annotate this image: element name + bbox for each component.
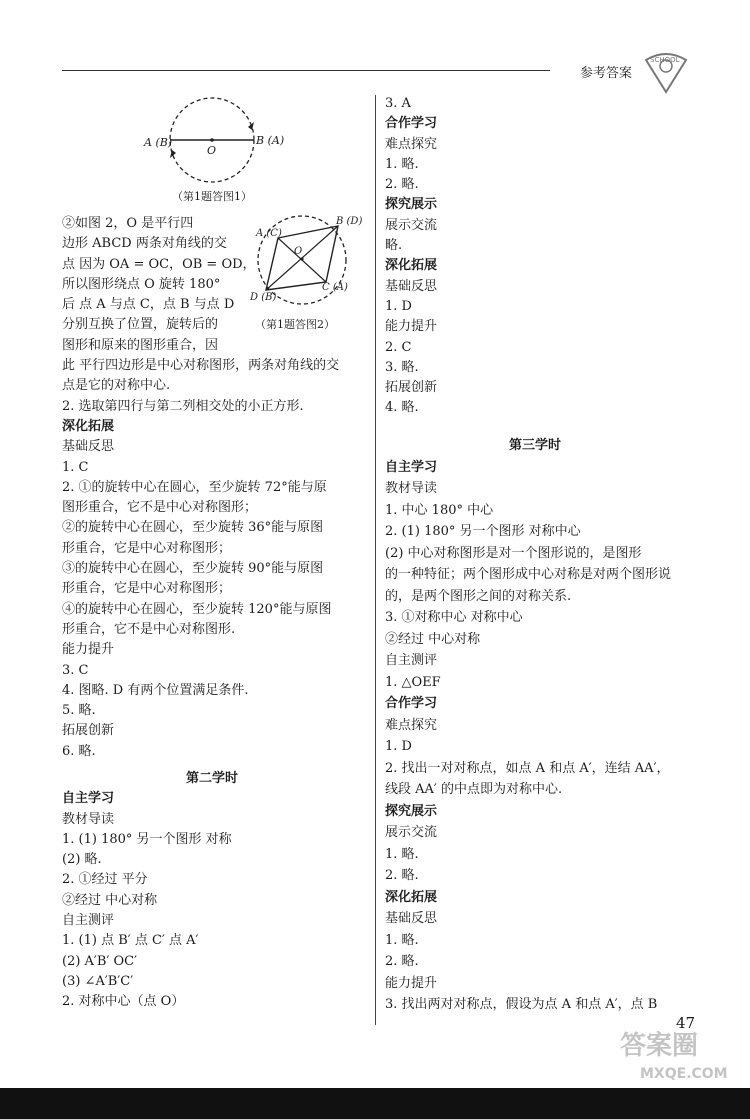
text-row [62, 682, 362, 702]
text-row [62, 337, 362, 357]
right-column-part2 [385, 437, 685, 1018]
text-row [62, 256, 362, 276]
answer-line: 2. 找出一对对称点，如点 A 和点 A′，连结 AA′， [385, 760, 670, 776]
answer-line: 能力提升 [385, 975, 438, 991]
text-row [62, 892, 362, 912]
text-row [385, 760, 685, 782]
text-row [385, 278, 685, 298]
answer-line: 自主测评 [385, 653, 438, 668]
text-row [62, 580, 362, 600]
watermark-logo [610, 1020, 750, 1090]
answer-line: 难点探究 [385, 717, 438, 733]
text-row [62, 973, 362, 993]
figure1-caption: （第1题答图1） [172, 190, 252, 203]
fig2-label-c: C (A) [322, 282, 348, 293]
text-row [62, 235, 362, 255]
watermark-bottom: MXQE.COM [640, 1066, 728, 1082]
answer-line: 图形和原来的图形重合，因 [62, 337, 219, 353]
answer-line: 拓展创新 [385, 380, 438, 396]
text-row [385, 257, 685, 277]
answer-line: 形重合，它是中心对称图形； [62, 581, 232, 597]
logo-text: SCHOOL [650, 56, 680, 64]
fig1-center-label: O [207, 144, 217, 157]
text-row [62, 953, 362, 973]
text-row [62, 790, 362, 810]
text-row [62, 621, 362, 641]
text-row [62, 357, 362, 377]
section-heading: 自主学习 [385, 459, 438, 475]
text-row [385, 652, 685, 674]
answer-line: 1. △OEF [385, 674, 441, 690]
text-row [62, 993, 362, 1013]
text-row [385, 975, 685, 997]
column-divider [375, 95, 376, 1025]
text-row [385, 910, 685, 932]
text-row [385, 459, 685, 481]
text-row [62, 831, 362, 851]
right-column-part1 [385, 95, 685, 420]
answer-line: 1. 略. [385, 932, 419, 948]
figure1-circle-diagram [144, 92, 290, 184]
answer-line: 点 因为 OA = OC，OB = OD， [62, 256, 256, 272]
text-row [385, 237, 685, 257]
text-row [385, 379, 685, 399]
text-row [62, 811, 362, 831]
answer-line: 基础反思 [385, 278, 438, 294]
text-row [385, 717, 685, 739]
text-row [62, 770, 362, 790]
text-row [385, 867, 685, 889]
answer-line: 1. D [385, 298, 412, 314]
text-row [62, 377, 362, 397]
section-heading: 深化拓展 [385, 258, 438, 274]
text-row [62, 499, 362, 519]
answer-line: ②经过 中心对称 [385, 631, 481, 647]
text-row [62, 459, 362, 479]
text-row [385, 156, 685, 176]
text-row [385, 781, 685, 803]
answer-line: 3. 略. [385, 359, 419, 375]
text-row [62, 912, 362, 932]
text-row [62, 438, 362, 458]
answer-line: 此 平行四边形是中心对称图形，两条对角线的交 [62, 358, 340, 374]
answer-line: 点是它的对称中心. [62, 378, 171, 394]
answer-line: 教材导读 [385, 481, 438, 496]
fig1-right-label: B (A) [256, 134, 285, 147]
section-heading: 第二学时 [185, 771, 238, 786]
answer-line: 1. 中心 180° 中心 [385, 502, 494, 518]
text-row [62, 479, 362, 499]
left-column-part2 [62, 770, 362, 1014]
answer-line: 展示交流 [385, 217, 438, 233]
answer-line: 2. (1) 180° 另一个图形 对称中心 [385, 524, 581, 539]
text-row [385, 437, 685, 459]
section-heading: 深化拓展 [385, 889, 438, 905]
text-row [62, 743, 362, 763]
section-heading: 合作学习 [385, 696, 438, 711]
section-heading: 探究展示 [385, 803, 438, 819]
section-heading: 合作学习 [385, 116, 438, 132]
answer-line: ②的旋转中心在圆心，至少旋转 36°能与原图 [62, 520, 324, 536]
answer-line: ②经过 中心对称 [62, 892, 158, 908]
answer-line: (2) A′B′ OC′ [62, 953, 138, 969]
answer-line: 2. ①经过 平分 [62, 872, 148, 888]
answer-line: ③的旋转中心在圆心，至少旋转 90°能与原图 [62, 561, 324, 577]
text-row [385, 480, 685, 502]
figure2-caption: （第1题答图2） [255, 318, 335, 331]
answer-line: 教材导读 [62, 811, 115, 827]
answer-line: 2. 略. [385, 177, 419, 193]
answer-line: 难点探究 [385, 136, 438, 152]
text-row [385, 803, 685, 825]
fig2-label-a: A (C) [256, 228, 282, 239]
answer-line: 形重合，它不是中心对称图形. [62, 621, 236, 637]
text-row [385, 502, 685, 524]
answer-line: 基础反思 [62, 439, 115, 455]
answer-line: 1. 略. [385, 156, 419, 172]
text-row [62, 641, 362, 661]
text-row [385, 95, 685, 115]
text-row [385, 631, 685, 653]
answer-line: 5. 略. [62, 703, 96, 719]
answer-line: 形重合，它是中心对称图形； [62, 540, 232, 556]
answer-line: 3. C [62, 662, 89, 678]
answer-line: ④的旋转中心在圆心，至少旋转 120°能与原图 [62, 601, 332, 617]
text-row [385, 545, 685, 567]
text-row [385, 674, 685, 696]
text-row [62, 702, 362, 722]
text-row [385, 588, 685, 610]
answer-line: 略. [385, 238, 403, 254]
text-row [385, 846, 685, 868]
answer-line: 能力提升 [385, 319, 438, 335]
text-row [385, 889, 685, 911]
text-row [62, 276, 362, 296]
answer-line: 拓展创新 [62, 723, 115, 739]
answer-line: 2. ①的旋转中心在圆心，至少旋转 72°能与原 [62, 479, 327, 495]
text-row [62, 215, 362, 235]
text-row [385, 115, 685, 135]
text-row [62, 540, 362, 560]
answer-line: 的一种特征；两个图形成中心对称是对两个图形说 [385, 567, 672, 582]
text-row [385, 136, 685, 156]
answer-line: (2) 中心对称图形是对一个图形说的，是图形 [385, 545, 642, 561]
text-row [62, 398, 362, 418]
answer-line: 2. C [385, 339, 412, 355]
text-row [385, 566, 685, 588]
text-row [62, 871, 362, 891]
answer-line: 后 点 A 与点 C，点 B 与点 D [62, 297, 235, 313]
page-number: 47 [676, 1014, 696, 1032]
left-column-part1 [62, 215, 362, 763]
answer-line: 2. 略. [385, 868, 419, 883]
text-row [385, 695, 685, 717]
text-row [62, 296, 362, 316]
answer-line: 1. (1) 180° 另一个图形 对称 [62, 831, 232, 847]
text-row [62, 418, 362, 438]
fig2-label-d: D (B) [250, 292, 277, 303]
fig2-label-o: O [294, 246, 303, 257]
text-row [385, 339, 685, 359]
answer-line: 自主测评 [62, 913, 115, 929]
answer-line: (2) 略. [62, 852, 102, 868]
answer-line: 的，是两个图形之间的对称关系. [385, 588, 572, 604]
text-row [385, 359, 685, 379]
answer-line: 1. (1) 点 B′ 点 C′ 点 A′ [62, 933, 199, 949]
answer-line: (3) ∠A′B′C′ [62, 973, 134, 989]
text-row [385, 953, 685, 975]
answer-line: 1. C [62, 459, 89, 475]
header-rule [62, 70, 550, 71]
text-row [385, 523, 685, 545]
answer-line: 2. 略. [385, 954, 419, 969]
answer-line: 4. 略. [385, 400, 419, 416]
text-row [385, 738, 685, 760]
section-heading: 深化拓展 [62, 418, 115, 434]
answer-line: 3. 找出两对对称点，假设为点 A 和点 A′，点 B [385, 997, 658, 1012]
section-heading: 探究展示 [385, 197, 438, 213]
text-row [62, 316, 362, 336]
answer-line: 所以图形绕点 O 旋转 180° [62, 276, 221, 292]
answer-line: 1. 略. [385, 846, 419, 862]
text-row [385, 932, 685, 954]
text-row [385, 824, 685, 846]
answer-line: 边形 ABCD 两条对角线的交 [62, 236, 227, 252]
text-row [62, 932, 362, 952]
text-row [62, 722, 362, 742]
answer-line: 展示交流 [385, 825, 438, 840]
text-row [385, 318, 685, 338]
answer-line: 能力提升 [62, 642, 115, 658]
text-row [62, 560, 362, 580]
answer-line: 2. 对称中心（点 O） [62, 994, 185, 1010]
text-row [385, 196, 685, 216]
text-row [385, 217, 685, 237]
school-logo-icon [640, 44, 692, 96]
text-row [62, 851, 362, 871]
text-row [385, 996, 685, 1018]
text-row [385, 609, 685, 631]
answer-line: 基础反思 [385, 911, 438, 926]
fig2-label-b: B (D) [336, 216, 363, 227]
answer-line: 2. 选取第四行与第二列相交处的小正方形. [62, 398, 304, 414]
answer-line: 6. 略. [62, 743, 96, 759]
answer-line: ②如图 2，O 是平行四 [62, 216, 194, 231]
header-title: 参考答案 [580, 66, 633, 81]
footer-bar [0, 1088, 750, 1119]
section-heading: 第三学时 [508, 438, 561, 453]
text-row [62, 519, 362, 539]
text-row [62, 662, 362, 682]
fig1-left-label: A (B) [144, 136, 173, 149]
text-row [385, 399, 685, 419]
text-row [385, 298, 685, 318]
answer-line: 4. 图略. D 有两个位置满足条件. [62, 682, 249, 698]
answer-line: 3. ①对称中心 对称中心 [385, 610, 523, 625]
answer-line: 分别互换了位置，旋转后的 [62, 317, 219, 333]
answer-line: 线段 AA′ 的中点即为对称中心. [385, 782, 563, 797]
watermark-top: 答案圈 [620, 1031, 699, 1061]
text-row [385, 176, 685, 196]
answer-line: 1. D [385, 739, 412, 754]
answer-line: 图形重合，它不是中心对称图形； [62, 500, 258, 516]
section-heading: 自主学习 [62, 791, 115, 807]
answer-line: 3. A [385, 96, 411, 111]
text-row [62, 601, 362, 621]
